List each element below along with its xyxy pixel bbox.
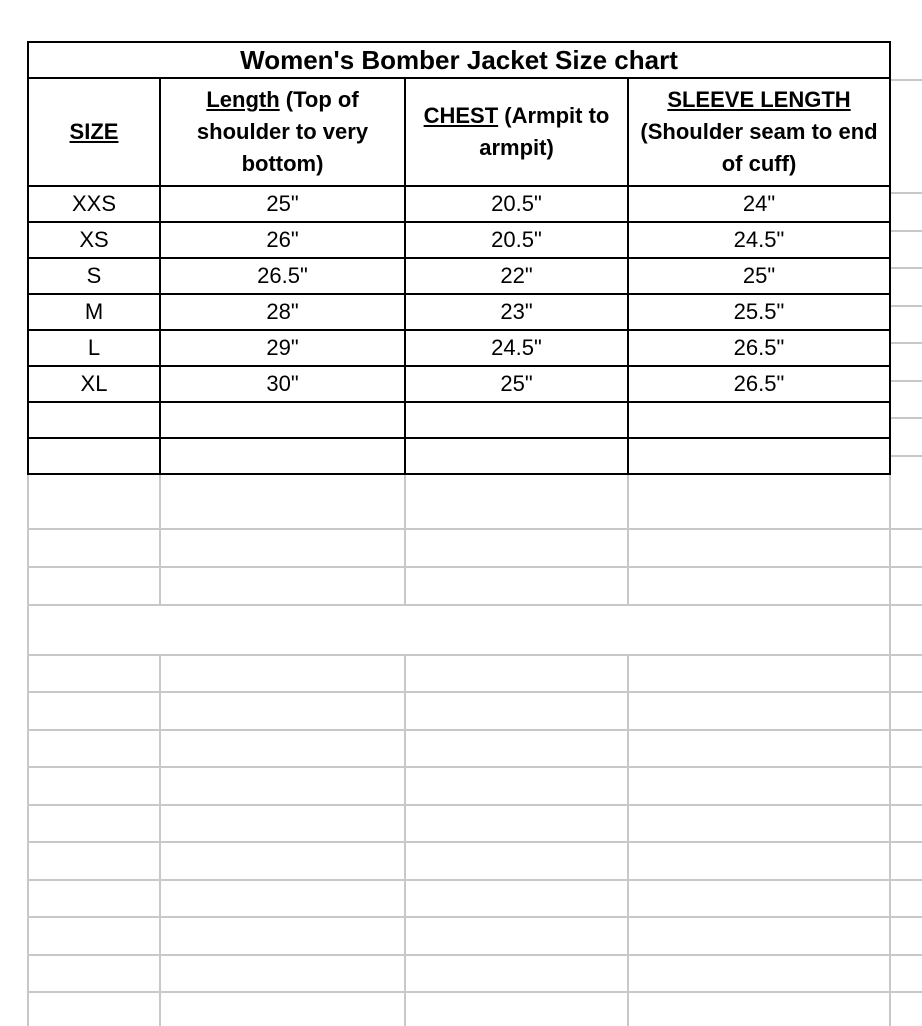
cell-chest[interactable] [405,402,628,438]
header-sleeve-main: SLEEVE LENGTH [667,87,851,112]
cell-sleeve[interactable]: 25" [628,258,890,294]
cell-length[interactable]: 25" [160,186,405,222]
cell-size[interactable]: XL [28,366,160,402]
cell-chest[interactable] [405,438,628,474]
cell-size[interactable]: L [28,330,160,366]
cell-size[interactable] [28,438,160,474]
cell-sleeve[interactable] [628,438,890,474]
header-length-rest: (Top of shoulder to very bottom) [196,87,369,176]
table-row [28,366,890,402]
cell-chest[interactable]: 23" [405,294,628,330]
header-chest[interactable] [405,78,628,186]
cell-size[interactable]: XS [28,222,160,258]
cell-chest[interactable]: 24.5" [405,330,628,366]
cell-sleeve[interactable] [628,402,890,438]
cell-length[interactable] [160,438,405,474]
cell-length[interactable] [160,402,405,438]
cell-sleeve[interactable]: 26.5" [628,366,890,402]
header-chest-main: CHEST [423,103,499,128]
header-size-main: SIZE [69,119,119,144]
header-length-main: Length [206,87,280,112]
cell-sleeve[interactable]: 26.5" [628,330,890,366]
header-size[interactable] [28,78,160,186]
cell-size[interactable] [28,402,160,438]
cell-length[interactable]: 26" [160,222,405,258]
title-row [28,42,890,78]
table-row [28,438,890,474]
header-row [28,78,890,186]
cell-chest[interactable]: 22" [405,258,628,294]
header-sleeve[interactable] [628,78,890,186]
chart-title[interactable]: Women's Bomber Jacket Size chart [28,42,890,78]
table-row [28,222,890,258]
cell-chest[interactable]: 20.5" [405,222,628,258]
cell-sleeve[interactable]: 24.5" [628,222,890,258]
table-row [28,186,890,222]
table-row [28,330,890,366]
size-chart-table [27,41,891,475]
cell-length[interactable]: 28" [160,294,405,330]
cell-length[interactable]: 26.5" [160,258,405,294]
table-row [28,294,890,330]
cell-size[interactable]: M [28,294,160,330]
cell-size[interactable]: S [28,258,160,294]
header-length[interactable] [160,78,405,186]
header-sleeve-rest: (Shoulder seam to end of cuff) [640,119,878,176]
header-chest-rest: (Armpit to armpit) [479,103,610,160]
cell-length[interactable]: 29" [160,330,405,366]
table-row [28,402,890,438]
cell-sleeve[interactable]: 25.5" [628,294,890,330]
cell-length[interactable]: 30" [160,366,405,402]
table-row [28,258,890,294]
cell-size[interactable]: XXS [28,186,160,222]
cell-chest[interactable]: 20.5" [405,186,628,222]
cell-sleeve[interactable]: 24" [628,186,890,222]
cell-chest[interactable]: 25" [405,366,628,402]
